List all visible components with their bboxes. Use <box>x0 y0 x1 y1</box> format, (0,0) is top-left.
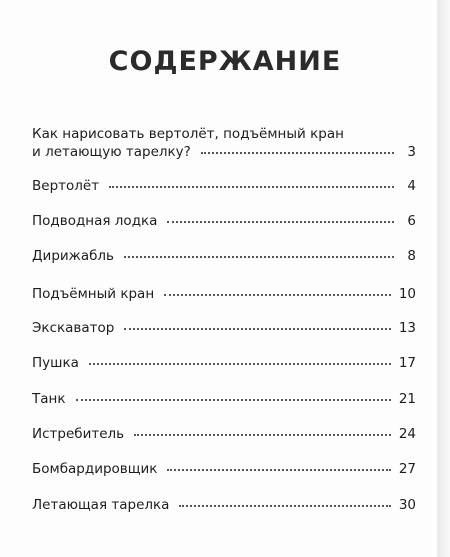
toc-entry-10[interactable] <box>32 459 416 479</box>
toc-entry-1[interactable] <box>32 142 416 162</box>
toc-entry-page: 30 <box>398 497 416 513</box>
toc-entry-3[interactable] <box>32 211 416 231</box>
toc-entry-page: 4 <box>407 178 416 194</box>
toc-entry-9[interactable] <box>32 424 416 444</box>
toc-entry-page: 27 <box>398 461 416 477</box>
toc-entry-label: Как нарисовать вертолёт, подъёмный кран <box>32 126 344 142</box>
toc-entry-page: 6 <box>407 213 416 229</box>
page-title: СОДЕРЖАНИЕ <box>108 46 342 77</box>
toc-entry-label: Летающая тарелка <box>32 497 170 513</box>
toc-entry-label: Дирижабль <box>32 248 115 264</box>
toc-entry-page: 17 <box>398 355 416 371</box>
dot-leader <box>89 362 391 365</box>
toc-entry-label: Вертолёт <box>32 178 100 194</box>
page-edge <box>437 0 450 557</box>
dot-leader <box>167 468 390 471</box>
dot-leader <box>109 185 394 188</box>
toc-entry-11[interactable] <box>32 495 416 515</box>
toc-entry-label: Танк <box>32 391 66 407</box>
dot-leader <box>167 220 394 223</box>
toc-entry-label: Бомбардировщик <box>32 461 158 477</box>
dot-leader <box>179 504 390 507</box>
toc-entry-label: Истребитель <box>32 426 125 442</box>
toc-entry-page: 24 <box>398 426 416 442</box>
toc-entry-4[interactable] <box>32 246 416 266</box>
toc-entry-page: 13 <box>398 320 416 336</box>
toc-entry-label: Экскаватор <box>32 320 115 336</box>
dot-leader <box>124 255 394 258</box>
toc-entry-1-first-line <box>32 124 416 144</box>
toc-entry-page: 8 <box>407 248 416 264</box>
toc-entry-7[interactable] <box>32 353 416 373</box>
toc-entry-label: Подъёмный кран <box>32 286 155 302</box>
dot-leader <box>164 293 391 296</box>
dot-leader <box>76 398 391 401</box>
toc-entry-2[interactable] <box>32 176 416 196</box>
toc-entry-6[interactable] <box>32 318 416 338</box>
dot-leader <box>201 151 394 154</box>
toc-entry-5[interactable] <box>32 284 416 304</box>
toc-entry-label: Пушка <box>32 355 79 371</box>
dot-leader <box>124 327 390 330</box>
toc-entry-page: 3 <box>407 144 416 160</box>
toc-entry-page: 21 <box>398 391 416 407</box>
toc-entry-8[interactable] <box>32 389 416 409</box>
dot-leader <box>134 433 391 436</box>
toc-entry-page: 10 <box>398 286 416 302</box>
toc-entry-label: и летающую тарелку? <box>32 144 191 160</box>
toc-entry-label: Подводная лодка <box>32 213 158 229</box>
